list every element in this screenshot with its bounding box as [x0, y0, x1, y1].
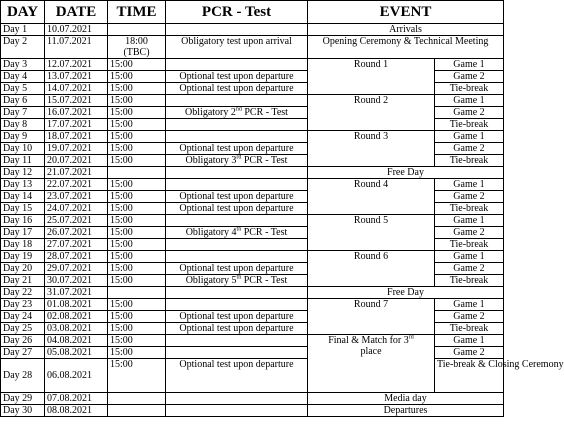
date-cell: 27.07.2021 — [45, 239, 108, 251]
date-cell: 20.07.2021 — [45, 155, 108, 167]
pcr-cell — [166, 179, 308, 191]
table-row — [1, 95, 504, 107]
pcr-cell: Obligatory test upon arrival — [166, 36, 308, 59]
date-cell: 04.08.2021 — [45, 335, 108, 347]
day-cell: Day 22 — [1, 287, 45, 299]
time-cell: 15:00 — [108, 143, 166, 155]
pcr-text: PCR - Test — [241, 275, 288, 286]
time-cell — [108, 287, 166, 299]
time-cell: 15:00 — [108, 275, 166, 287]
game-cell: Game 2 — [435, 311, 504, 323]
date-cell: 01.08.2021 — [45, 299, 108, 311]
final-ordinal: rd — [408, 334, 414, 341]
day-cell: Day 20 — [1, 263, 45, 275]
table-row — [1, 251, 504, 263]
event-round-1: Round 1 — [308, 59, 435, 95]
pcr-cell — [166, 155, 308, 167]
event-opening: Opening Ceremony & Technical Meeting — [308, 36, 504, 59]
final-text: Final & Match for 3 — [328, 335, 409, 346]
game-cell: Game 2 — [435, 263, 504, 275]
table-row — [1, 179, 504, 191]
pcr-cell — [166, 287, 308, 299]
game-cell: Game 2 — [435, 71, 504, 83]
header-row — [1, 1, 504, 24]
pcr-ordinal: rd — [236, 154, 242, 161]
pcr-cell: Optional test upon departure — [166, 143, 308, 155]
date-cell: 15.07.2021 — [45, 95, 108, 107]
event-arrivals: Arrivals — [308, 24, 504, 36]
pcr-cell — [166, 239, 308, 251]
time-cell: 15:00 — [108, 83, 166, 95]
day-cell: Day 9 — [1, 131, 45, 143]
time-cell — [108, 24, 166, 36]
pcr-text: PCR - Test — [241, 227, 288, 238]
day-cell: Day 28 — [1, 359, 45, 393]
date-cell: 13.07.2021 — [45, 71, 108, 83]
date-cell: 10.07.2021 — [45, 24, 108, 36]
game-cell: Tie-break — [435, 239, 504, 251]
day-cell: Day 23 — [1, 299, 45, 311]
header-pcr: PCR - Test — [166, 1, 308, 24]
date-cell: 14.07.2021 — [45, 83, 108, 95]
game-cell: Game 1 — [435, 131, 504, 143]
table-row — [1, 299, 504, 311]
date-cell: 31.07.2021 — [45, 287, 108, 299]
event-media-day: Media day — [308, 393, 504, 405]
date-cell: 18.07.2021 — [45, 131, 108, 143]
table-row — [1, 215, 504, 227]
date-cell: 05.08.2021 — [45, 347, 108, 359]
time-cell: 15:00 — [108, 227, 166, 239]
day-cell: Day 27 — [1, 347, 45, 359]
time-cell: 15:00 — [108, 335, 166, 347]
day-cell: Day 19 — [1, 251, 45, 263]
date-cell: 03.08.2021 — [45, 323, 108, 335]
day-cell: Day 12 — [1, 167, 45, 179]
game-cell: Game 1 — [435, 335, 504, 347]
table-row — [1, 287, 504, 299]
date-cell: 28.07.2021 — [45, 251, 108, 263]
pcr-cell — [166, 131, 308, 143]
date-cell: 19.07.2021 — [45, 143, 108, 155]
pcr-cell — [166, 59, 308, 71]
event-free-day: Free Day — [308, 287, 504, 299]
game-cell: Tie-break — [435, 275, 504, 287]
table-row — [1, 335, 504, 347]
pcr-cell — [166, 251, 308, 263]
header-time: TIME — [108, 1, 166, 24]
header-date: DATE — [45, 1, 108, 24]
date-cell: 21.07.2021 — [45, 167, 108, 179]
game-cell: Tie-break & Closing Ceremony — [435, 359, 504, 393]
time-cell: 15:00 — [108, 191, 166, 203]
header-day: DAY — [1, 1, 45, 24]
pcr-cell: Optional test upon departure — [166, 323, 308, 335]
pcr-cell: Optional test upon departure — [166, 263, 308, 275]
event-round-2: Round 2 — [308, 95, 435, 131]
time-cell: 15:00 — [108, 311, 166, 323]
game-cell: Game 2 — [435, 107, 504, 119]
pcr-cell: Optional test upon departure — [166, 203, 308, 215]
date-cell: 17.07.2021 — [45, 119, 108, 131]
game-cell: Game 1 — [435, 251, 504, 263]
table-row — [1, 393, 504, 405]
day-cell: Day 15 — [1, 203, 45, 215]
date-cell: 11.07.2021 — [45, 36, 108, 59]
day-cell: Day 11 — [1, 155, 45, 167]
day-cell: Day 6 — [1, 95, 45, 107]
day-cell: Day 24 — [1, 311, 45, 323]
pcr-cell: Optional test upon departure — [166, 359, 308, 393]
day-cell: Day 26 — [1, 335, 45, 347]
pcr-text: Obligatory 3 — [185, 155, 237, 166]
event-round-5: Round 5 — [308, 215, 435, 251]
game-cell: Tie-break — [435, 323, 504, 335]
day-cell: Day 2 — [1, 36, 45, 59]
time-cell: 15:00 — [108, 95, 166, 107]
day-cell: Day 29 — [1, 393, 45, 405]
table-row — [1, 131, 504, 143]
date-cell: 22.07.2021 — [45, 179, 108, 191]
date-cell: 29.07.2021 — [45, 263, 108, 275]
game-cell: Game 2 — [435, 143, 504, 155]
table-row — [1, 36, 504, 59]
pcr-cell: Optional test upon departure — [166, 191, 308, 203]
event-round-3: Round 3 — [308, 131, 435, 167]
date-cell: 02.08.2021 — [45, 311, 108, 323]
game-cell: Tie-break — [435, 203, 504, 215]
date-cell: 24.07.2021 — [45, 203, 108, 215]
game-cell: Game 1 — [435, 95, 504, 107]
pcr-cell — [166, 167, 308, 179]
game-cell: Tie-break — [435, 155, 504, 167]
event-departures: Departures — [308, 405, 504, 417]
pcr-cell — [166, 227, 308, 239]
event-round-6: Round 6 — [308, 251, 435, 287]
time-note: (TBC) — [123, 47, 150, 58]
time-cell: 15:00 — [108, 239, 166, 251]
date-cell: 30.07.2021 — [45, 275, 108, 287]
table-row — [1, 405, 504, 417]
time-cell: 15:00 — [108, 347, 166, 359]
pcr-cell — [166, 405, 308, 417]
game-cell: Game 2 — [435, 347, 504, 359]
pcr-text: Obligatory 4 — [185, 227, 237, 238]
table-row — [1, 59, 504, 71]
header-event: EVENT — [308, 1, 504, 24]
time-cell: 15:00 — [108, 323, 166, 335]
date-cell: 08.08.2021 — [45, 405, 108, 417]
game-cell: Tie-break — [435, 119, 504, 131]
pcr-cell — [166, 107, 308, 119]
pcr-cell: Optional test upon departure — [166, 311, 308, 323]
day-cell: Day 4 — [1, 71, 45, 83]
date-cell: 06.08.2021 — [45, 359, 108, 393]
day-cell: Day 18 — [1, 239, 45, 251]
pcr-cell — [166, 347, 308, 359]
game-cell: Game 1 — [435, 59, 504, 71]
final-text: place — [360, 346, 382, 357]
day-cell: Day 16 — [1, 215, 45, 227]
pcr-cell — [166, 335, 308, 347]
time-cell — [108, 405, 166, 417]
pcr-cell — [166, 275, 308, 287]
time-cell: 15:00 — [108, 263, 166, 275]
date-cell: 07.08.2021 — [45, 393, 108, 405]
game-cell: Game 1 — [435, 179, 504, 191]
date-cell: 26.07.2021 — [45, 227, 108, 239]
game-cell: Game 2 — [435, 191, 504, 203]
time-cell: 15:00 — [108, 251, 166, 263]
game-cell: Game 1 — [435, 299, 504, 311]
event-final — [308, 335, 435, 393]
game-cell: Tie-break — [435, 83, 504, 95]
day-cell: Day 25 — [1, 323, 45, 335]
day-cell: Day 13 — [1, 179, 45, 191]
game-cell: Game 1 — [435, 215, 504, 227]
pcr-cell — [166, 393, 308, 405]
day-cell: Day 14 — [1, 191, 45, 203]
date-cell: 16.07.2021 — [45, 107, 108, 119]
time-cell — [108, 36, 166, 59]
time-cell — [108, 167, 166, 179]
day-cell: Day 21 — [1, 275, 45, 287]
time-cell: 15:00 — [108, 119, 166, 131]
time-cell: 15:00 — [108, 131, 166, 143]
pcr-cell — [166, 24, 308, 36]
time-cell: 15:00 — [108, 155, 166, 167]
event-round-4: Round 4 — [308, 179, 435, 215]
game-cell: Game 2 — [435, 227, 504, 239]
pcr-ordinal: th — [236, 226, 242, 233]
pcr-text: PCR - Test — [241, 155, 288, 166]
date-cell: 12.07.2021 — [45, 59, 108, 71]
time-cell: 15:00 — [108, 71, 166, 83]
pcr-cell — [166, 215, 308, 227]
date-cell: 25.07.2021 — [45, 215, 108, 227]
date-cell: 23.07.2021 — [45, 191, 108, 203]
time-cell: 15:00 — [108, 215, 166, 227]
day-cell: Day 10 — [1, 143, 45, 155]
time-cell: 15:00 — [108, 179, 166, 191]
day-cell: Day 30 — [1, 405, 45, 417]
pcr-text: Obligatory 5 — [185, 275, 237, 286]
day-cell: Day 3 — [1, 59, 45, 71]
day-cell: Day 1 — [1, 24, 45, 36]
pcr-text: Obligatory 2 — [185, 107, 236, 118]
day-cell: Day 17 — [1, 227, 45, 239]
time-cell — [108, 393, 166, 405]
event-free-day: Free Day — [308, 167, 504, 179]
pcr-ordinal: th — [236, 274, 242, 281]
pcr-cell — [166, 119, 308, 131]
pcr-text: PCR - Test — [241, 107, 288, 118]
pcr-cell: Optional test upon departure — [166, 83, 308, 95]
time-cell: 15:00 — [108, 359, 166, 393]
pcr-ordinal: nd — [235, 106, 242, 113]
time-cell: 15:00 — [108, 299, 166, 311]
event-round-7: Round 7 — [308, 299, 435, 335]
table-row — [1, 167, 504, 179]
time-cell: 15:00 — [108, 59, 166, 71]
time-cell: 15:00 — [108, 107, 166, 119]
time-cell: 15:00 — [108, 203, 166, 215]
day-cell: Day 7 — [1, 107, 45, 119]
time-value: 18:00 — [125, 36, 148, 47]
day-cell: Day 8 — [1, 119, 45, 131]
pcr-cell — [166, 299, 308, 311]
pcr-cell — [166, 95, 308, 107]
pcr-cell: Optional test upon departure — [166, 71, 308, 83]
table-row — [1, 24, 504, 36]
day-cell: Day 5 — [1, 83, 45, 95]
